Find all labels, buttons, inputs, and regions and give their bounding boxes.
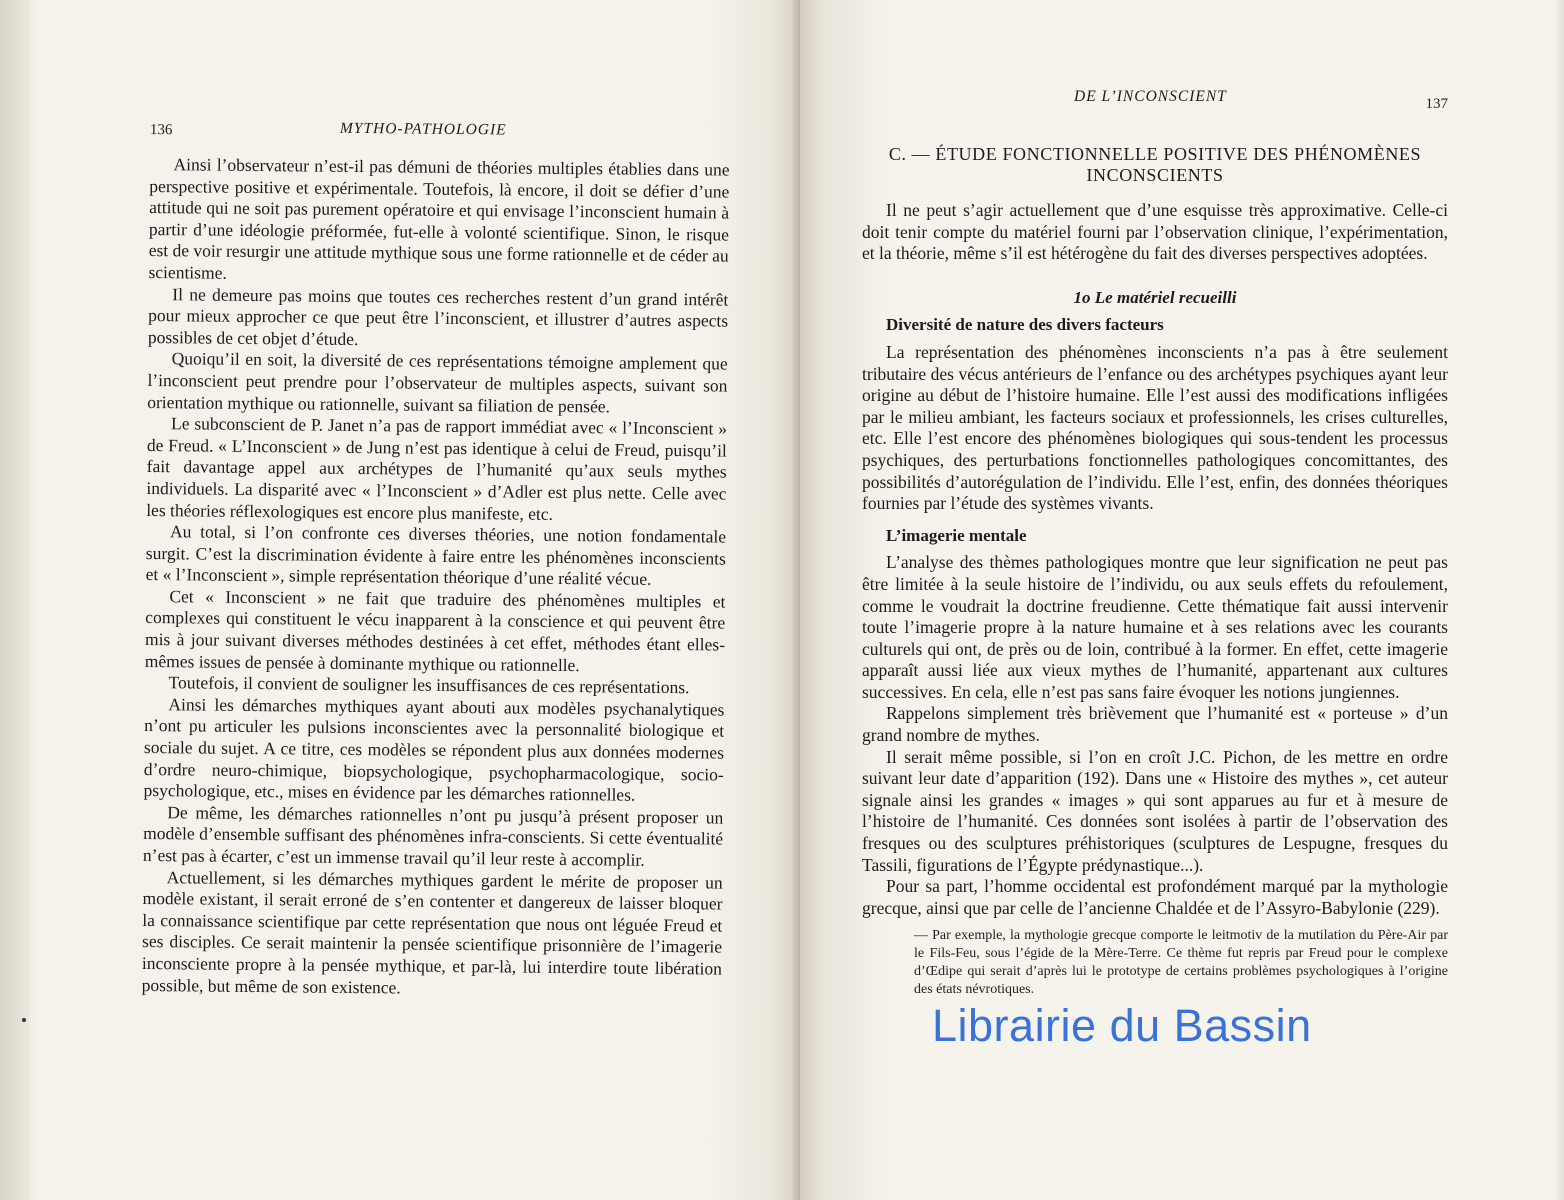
heading-diversity: Diversité de nature des divers facteurs bbox=[886, 315, 1164, 335]
paragraph: Ainsi l’observateur n’est-il pas démuni de théories multiples établies dans une perspective positive et expérimentale. Toutefois, là encore, il doit se défier d’une attitude qui ne soit pas purement opératoire et qui envisage l’inconscient humain à partir d’une idéologie préformée, fut-elle à volonté scientifique. Sinon, le risque est de voir resurgir une attitude mythique sous une forme rationnelle et de céder au scientisme. bbox=[148, 154, 730, 283]
left-page-number: 136 bbox=[149, 121, 173, 139]
right-text-column bbox=[862, 90, 1448, 999]
paragraph: Toutefois, il convient de souligner les insuffisances de ces représentations. bbox=[168, 672, 690, 698]
paragraph: Pour sa part, l’homme occidental est profondément marqué par la mythologie grecque, ainsi que par celle de l’ancienne Chaldée et de l’Assyro-Babylonie (229). bbox=[862, 876, 1448, 918]
right-running-head: DE L’INCONSCIENT bbox=[1074, 88, 1227, 105]
left-header bbox=[150, 120, 730, 160]
watermark: Librairie du Bassin bbox=[932, 1000, 1312, 1051]
right-header bbox=[862, 90, 1448, 124]
page-edge bbox=[1556, 0, 1564, 1200]
paragraph: Cet « Inconscient » ne fait que traduire des phénomènes multiples et complexes qui constituent le vécu inapparent à la conscience et qui peuvent être mis à jour suivant diverses méthodes destinées à cet effet, méthodes étant elles-mêmes issues de pensée à dominante mythique ou rationnelle. bbox=[144, 586, 726, 675]
paragraph: Quoiqu’il en soit, la diversité de ces représentations témoigne amplement que l’inconscient peut prendre pour l’observateur de multiples aspects, suivant son orientation mythique ou rationnelle, suivant sa filiation de pensée. bbox=[147, 348, 728, 416]
left-running-head: MYTHO-PATHOLOGIE bbox=[339, 119, 507, 139]
paragraph: Au total, si l’on confronte ces diverses théories, une notion fondamentale surgit. C’est la discrimination évidente à faire entre les phénomènes inconscients et « l’Inconscient », simple représentation théorique d’une réalité vécue. bbox=[145, 521, 727, 590]
right-page-number: 137 bbox=[1425, 96, 1448, 112]
footnote: — Par exemple, la mythologie grecque comporte le leitmotiv de la mutilation du Père-Air par le Fils-Feu, sous l’égide de la Mère-Terre. Ce thème fut repris par Freud pour le complexe d’Œdipe qui serait d’après lui le prototype de certains problèmes psychologiques à l’origine des états névrotiques. bbox=[914, 928, 1448, 998]
page-mark bbox=[22, 1018, 26, 1022]
paragraph: La représentation des phénomènes inconscients n’a pas à être seulement tributaire des vécus antérieurs de l’enfance ou des archétypes psychiques ayant leur origine au début de l’histoire humaine. Elle l’est aussi des modifications infligées par le milieu ambiant, les facteurs sociaux et professionnels, les crises culturelles, etc. Elle l’est encore des phénomènes biologiques qui sous-tendent les processus psychiques, des perturbations fonctionnelles pathologiques concomittantes, des possibilités d’autorégulation de l’individu. Elle l’est, enfin, des données théoriques fournies par l’étude des systèmes vivants. bbox=[862, 341, 1448, 514]
paragraph: De même, les démarches rationnelles n’ont pu jusqu’à présent proposer un modèle d’ensemble suffisant des phénomènes infra-conscients. Si cette éventualité n’est pas à écarter, c’est un immense travail qu’il leur reste à accomplir. bbox=[142, 802, 724, 870]
paragraph: Actuellement, si les démarches mythiques gardent le mérite de proposer un modèle existant, il serait erroné de s’en contenter et dangereux de laisser bloquer la connaissance scientifique par cette représentation que nous ont léguée Freud et ses disciples. Ce serait maintenir la pensée scientifique prisonnière de l’imagerie inconsciente propre à la pensée mythique, et par-là, lui interdire toute libération possible, but même de son existence. bbox=[141, 866, 723, 998]
paragraph: Le subconscient de P. Janet n’a pas de rapport immédiat avec « l’Inconscient » de Freud. « L’Inconscient » de Jung n’est pas identique à celui de Freud, puisqu’il fait davantage appel aux archétypes de l’humanité qu’aux seuls mythes individuels. La disparité avec « l’Inconscient » d’Adler est plus nette. Celle avec les théories réflexologiques est encore plus manifeste, etc. bbox=[146, 413, 728, 524]
paragraph: L’analyse des thèmes pathologiques montre que leur signification ne peut pas être limitée à la seule histoire de l’individu, ou aux seuls effets du refoulement, comme le voudrait la doctrine freudienne. Cette thématique fait aussi intervenir toute l’imagerie propre à la nature humaine et à ses relations avec les courants culturels qui ont, de près ou de loin, contribué à la former. En effet, cette imagerie apparaît aussi liée aux vieux mythes de l’humanité, appartenant aux cultures successives. En cela, elle n’est pas sans faire évoquer les notions jungiennes. bbox=[862, 552, 1448, 702]
paragraph: Il serait même possible, si l’on en croît J.C. Pichon, de les mettre en ordre suivant leur date d’apparition (192). Dans une « Histoire des mythes », cet auteur signale ainsi les grandes « images » qui sont apparues au fur et à mesure de l’histoire de l’humanité. Ces données sont isolées à partir de l’observation des fresques ou des sculptures préhistoriques (sculptures de Lespugne, fresques du Tassili, figurations de l’Égypte prédynastique...). bbox=[862, 746, 1448, 875]
section-title: C. — ÉTUDE FONCTIONNELLE POSITIVE DES PHÉNOMÈNES INCONSCIENTS bbox=[888, 144, 1422, 185]
heading-imagery: L’imagerie mentale bbox=[886, 525, 1027, 545]
left-text-column bbox=[142, 120, 730, 1002]
paragraph: Il ne demeure pas moins que toutes ces recherches restent d’un grand intérêt pour mieux approcher ce que peut être l’inconscient, et illustrer d’autres aspects possibles de cet objet d’étude. bbox=[147, 283, 729, 349]
subsection-title: 1o Le matériel recueilli bbox=[1073, 287, 1237, 307]
intro-paragraph: Il ne peut s’agir actuellement que d’une esquisse très approximative. Celle-ci doit tenir compte du matériel fourni par l’observation clinique, l’expérimentation, et la théorie, même s’il est hétérogène du fait des diverses perspectives adoptées. bbox=[862, 200, 1448, 264]
paragraph: Ainsi les démarches mythiques ayant abouti aux modèles psychanalytiques n’ont pu articuler les pulsions inconscientes avec la personnalité biologique et sociale du sujet. A ce titre, ces modèles se répondent plus aux données modernes d’ordre neuro-chimique, biopsychologique, psychopharmacologique, socio-psychologique, etc., mises en évidence par les démarches rationnelles. bbox=[143, 694, 725, 805]
paragraph: Rappelons simplement très brièvement que l’humanité est « porteuse » d’un grand nombre de mythes. bbox=[862, 703, 1448, 746]
